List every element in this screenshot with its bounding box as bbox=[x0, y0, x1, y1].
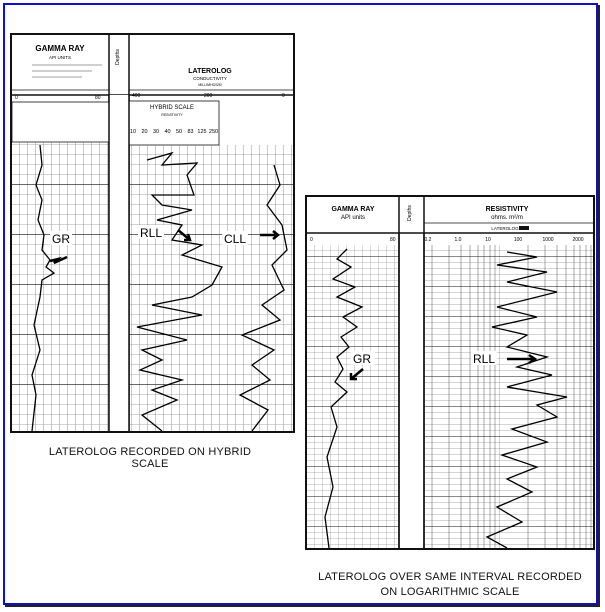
hybrid-tick-label-0: 10 bbox=[129, 129, 137, 135]
hybrid-resistivity-label: RESISTIVITY bbox=[161, 113, 183, 117]
log-tick-label-2: 10 bbox=[485, 237, 491, 243]
laterolog-scale-left: 400 bbox=[132, 93, 141, 99]
laterolog-title: LATEROLOG bbox=[188, 68, 232, 75]
log-gamma-ray-scale-max: 80 bbox=[390, 237, 396, 243]
hybrid-tick-label-3: 40 bbox=[164, 129, 171, 135]
laterolog-subtitle: CONDUCTIVITY bbox=[193, 76, 227, 81]
log-gamma-ray-scale-min: 0 bbox=[310, 237, 313, 243]
gamma-ray-title: GAMMA RAY bbox=[35, 44, 85, 53]
laterolog-scale-right: 0 bbox=[282, 93, 285, 99]
log-scale-log-panel bbox=[305, 195, 595, 550]
log-tick-label-3: 100 bbox=[513, 237, 523, 243]
log-tick-label-0: 0.2 bbox=[424, 237, 432, 243]
log-scale-ticks bbox=[425, 237, 584, 243]
depth-column-label: Depths bbox=[115, 49, 121, 65]
hybrid-tick-label-6: 125 bbox=[197, 129, 207, 135]
hybrid-log-figure bbox=[12, 35, 293, 431]
gr-label-log: GR bbox=[353, 352, 371, 366]
rll-label-log: RLL bbox=[473, 352, 496, 366]
caption-log-scale-line1: LATEROLOG OVER SAME INTERVAL RECORDED bbox=[318, 571, 582, 583]
log-depth-column-label: Depths bbox=[407, 205, 413, 221]
resistivity-units: ohms. m²/m bbox=[491, 215, 523, 221]
rll-label-hybrid: RLL bbox=[140, 226, 163, 240]
gamma-ray-units: API UNITS bbox=[48, 55, 72, 60]
hybrid-tick-label-1: 20 bbox=[141, 129, 148, 135]
caption-log-scale-line2: ON LOGARITHMIC SCALE bbox=[380, 586, 520, 598]
laterolog-curve-name: LATEROLOG bbox=[491, 226, 519, 231]
laterolog-scale-mid: 200 bbox=[204, 93, 213, 99]
cll-label-hybrid: CLL bbox=[224, 232, 247, 246]
resistivity-title: RESISTIVITY bbox=[485, 206, 529, 213]
hybrid-scale-title: HYBRID SCALE bbox=[149, 105, 195, 111]
laterolog-units: MILLIMHOS/M bbox=[198, 83, 222, 87]
log-gamma-ray-units: API units bbox=[340, 215, 366, 221]
log-tick-label-5: 2000 bbox=[572, 237, 584, 243]
log-scale-figure bbox=[307, 197, 593, 548]
hybrid-tick-label-5: 83 bbox=[187, 129, 194, 135]
hybrid-tick-label-7: 250 bbox=[208, 129, 219, 135]
caption-log-scale bbox=[300, 570, 600, 600]
caption-hybrid-scale: LATEROLOG RECORDED ON HYBRID SCALE bbox=[48, 446, 252, 470]
gamma-ray-scale-max: 80 bbox=[95, 95, 101, 101]
gr-label-hybrid: GR bbox=[52, 232, 70, 246]
log-tick-label-4: 1000 bbox=[542, 237, 554, 243]
hybrid-tick-label-2: 30 bbox=[152, 129, 160, 135]
log-gamma-ray-title: GAMMA RAY bbox=[331, 206, 375, 213]
hybrid-tick-label-4: 50 bbox=[175, 129, 183, 135]
hybrid-scale-log-panel bbox=[10, 33, 295, 433]
log-tick-label-1: 1.0 bbox=[454, 237, 462, 243]
gamma-ray-scale-min: 0 bbox=[15, 95, 18, 101]
